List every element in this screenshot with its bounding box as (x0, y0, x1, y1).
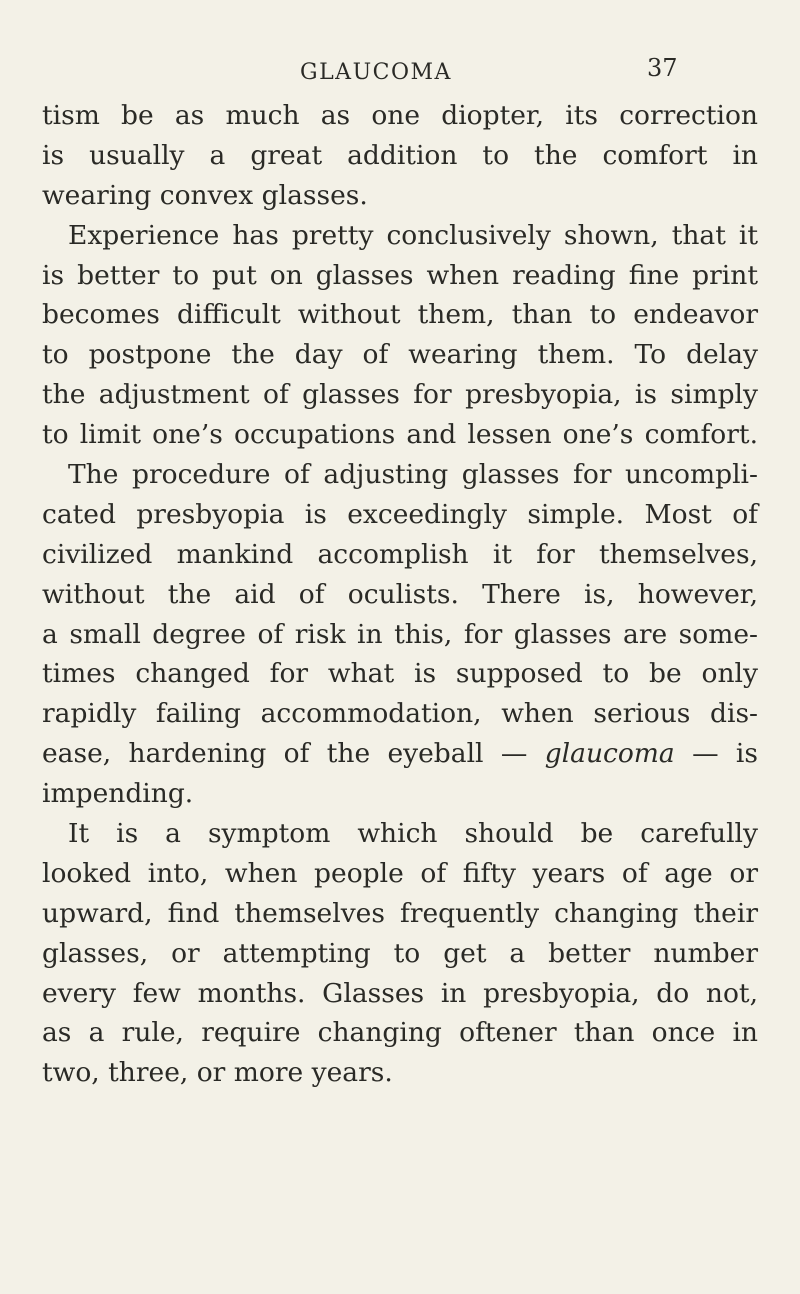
text-line: wearing convex glasses. (42, 179, 368, 211)
text-line: is better to put on glasses when reading fine print (42, 259, 758, 291)
text-line: a small degree of risk in this, for glasses are some- (42, 618, 758, 650)
text-line: tism be as much as one diopter, its correction (42, 100, 758, 131)
text-line: is usually a great addition to the comfort in (42, 139, 758, 171)
body-text (42, 96, 758, 1093)
text-line: without the aid of oculists. There is, however, (42, 578, 758, 610)
italic-term: glaucoma (544, 738, 675, 770)
text-line: the adjustment of glasses for presbyopia, is simply (42, 379, 758, 411)
text-line: civilized mankind accomplish it for themselves, (42, 538, 758, 570)
text-line: impending. (42, 778, 194, 810)
text-line: cated presbyopia is exceedingly simple. Most of (42, 498, 758, 530)
text-line: to postpone the day of wearing them. To delay (42, 339, 758, 371)
text-line: rapidly failing accommodation, when serious dis- (42, 698, 758, 730)
text-line: glasses, or attempting to get a better number (42, 937, 758, 969)
text-line: becomes difficult without them, than to endeavor (42, 299, 758, 331)
text-line: upward, find themselves frequently changing their (42, 897, 758, 929)
text-line: Experience has pretty conclusively shown, that it (68, 219, 758, 251)
running-head: GLAUCOMA (300, 60, 452, 85)
text-segment: — is (674, 738, 758, 770)
text-line: The procedure of adjusting glasses for uncompli- (68, 459, 758, 491)
text-line: as a rule, require changing oftener than once in (42, 1017, 758, 1049)
text-line-with-italic (42, 734, 758, 774)
text-line: times changed for what is supposed to be only (42, 658, 758, 690)
page-number: 37 (647, 54, 678, 82)
text-line: every few months. Glasses in presbyopia, do not, (42, 977, 758, 1009)
page-header (0, 54, 800, 94)
text-line: to limit one’s occupations and lessen one’s comfort. (42, 419, 758, 451)
text-line: looked into, when people of fifty years of age or (42, 857, 758, 889)
text-line: It is a symptom which should be carefully (68, 818, 758, 850)
text-line: two, three, or more years. (42, 1057, 393, 1089)
text-segment: ease, hardening of the eyeball — (42, 738, 545, 770)
